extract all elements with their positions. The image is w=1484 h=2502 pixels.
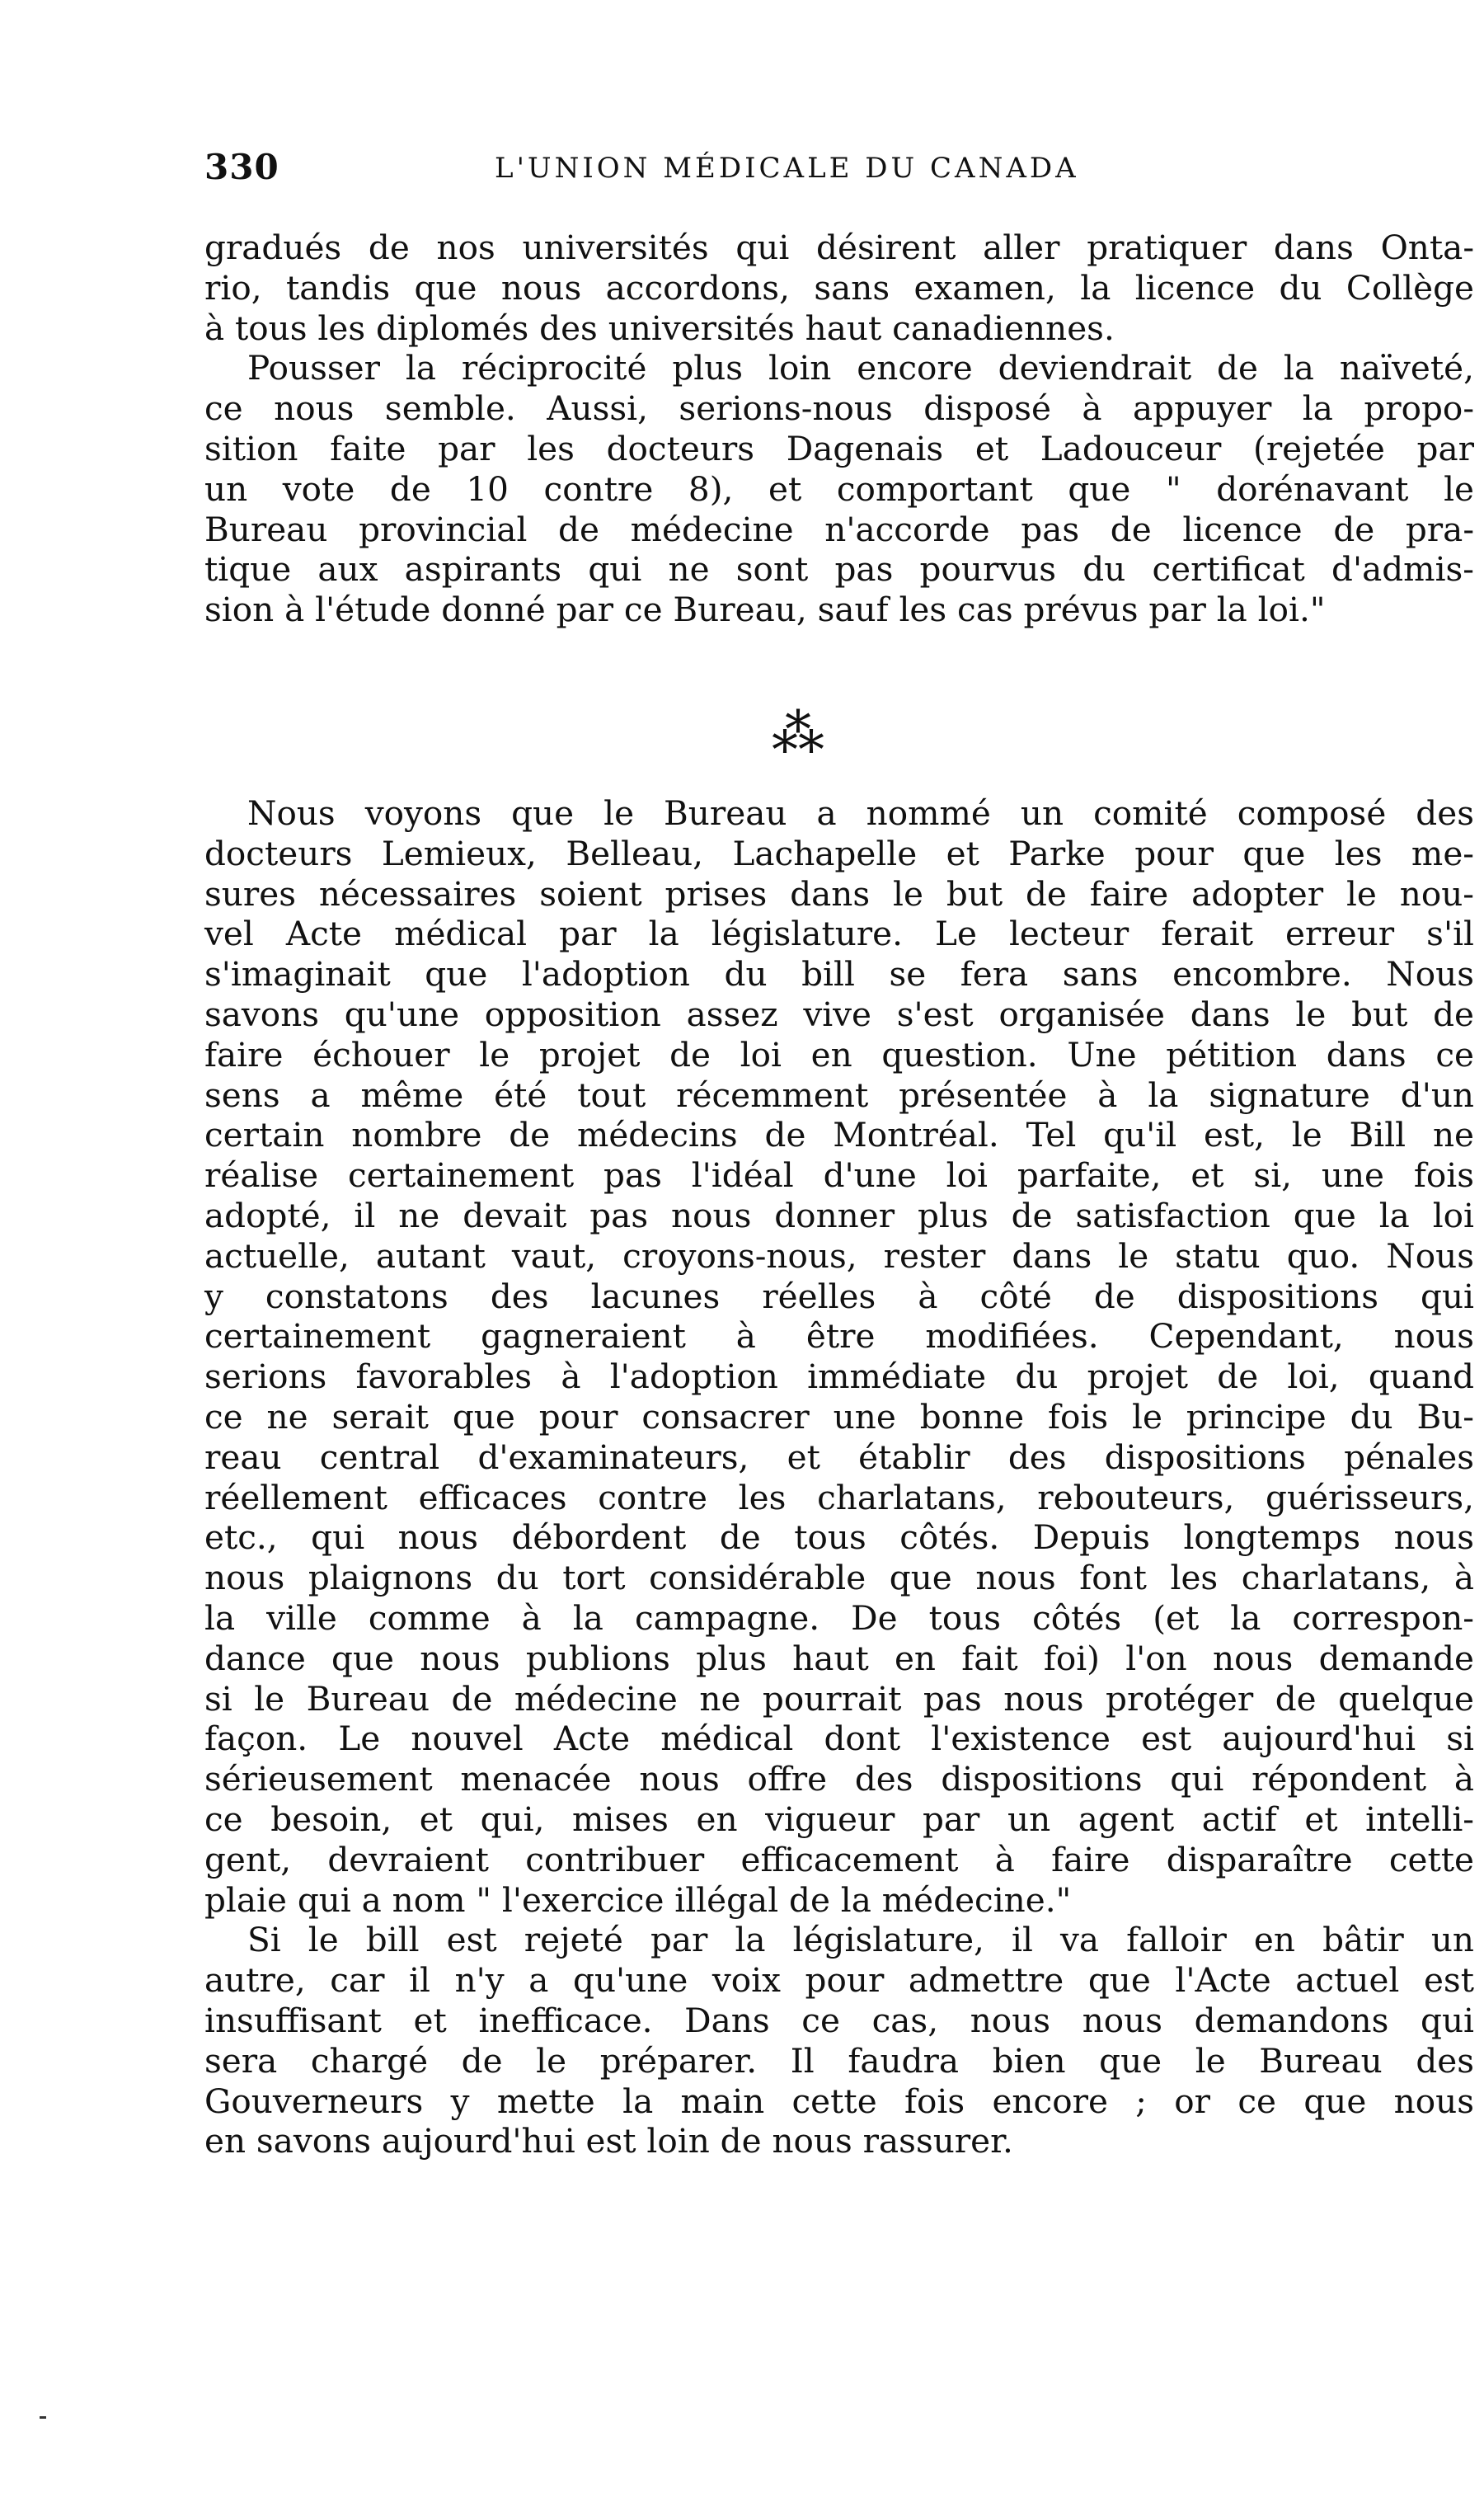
paragraph-reciprocity xyxy=(204,348,1474,630)
text-line: faire échouer le projet de loi en question. Une pétition dans ce xyxy=(204,1034,1474,1075)
text-line: docteurs Lemieux, Belleau, Lachapelle et Parke pour que les me- xyxy=(204,833,1474,873)
paragraph-bill-rejection xyxy=(204,1920,1474,2161)
paragraph-continued xyxy=(204,228,1474,348)
text-line: sens a même été tout récemment présentée à la signature d'un xyxy=(204,1075,1474,1115)
running-title: L'UNION MÉDICALE DU CANADA xyxy=(495,152,1079,185)
text-line: la ville comme à la campagne. De tous côtés (et la correspon- xyxy=(204,1597,1474,1638)
text-line: à tous les diplomés des universités haut canadiennes. xyxy=(204,308,1115,348)
text-line: Bureau provincial de médecine n'accorde pas de licence de pra- xyxy=(204,509,1474,549)
text-line: ce ne serait que pour consacrer une bonne fois le principe du Bu- xyxy=(204,1396,1474,1437)
text-line: gent, devraient contribuer efficacement à faire disparaître cette xyxy=(204,1839,1474,1879)
text-line: actuelle, autant vaut, croyons-nous, rester dans le statu quo. Nous xyxy=(204,1235,1474,1276)
text-line: sérieusement menacée nous offre des dispositions qui répondent à xyxy=(204,1759,1474,1799)
text-line: Gouverneurs y mette la main cette fois encore ; or ce que nous xyxy=(204,2081,1474,2121)
text-line: ce besoin, et qui, mises en vigueur par un agent actif et intelli- xyxy=(204,1799,1474,1839)
text-line: sera chargé de le préparer. Il faudra bien que le Bureau des xyxy=(204,2040,1474,2081)
text-line: si le Bureau de médecine ne pourrait pas nous protéger de quelque xyxy=(204,1678,1474,1719)
text-block-top xyxy=(204,228,1474,630)
text-line: réalise certainement pas l'idéal d'une loi parfaite, et si, une fois xyxy=(204,1155,1474,1196)
text-line: Pousser la réciprocité plus loin encore deviendrait de la naïveté, xyxy=(247,348,1474,388)
text-line: en savons aujourd'hui est loin de nous rassurer. xyxy=(204,2121,1013,2161)
text-line: rio, tandis que nous accordons, sans examen, la licence du Collège xyxy=(204,267,1474,308)
text-line: sion à l'étude donné par ce Bureau, sauf les cas prévus par la loi." xyxy=(204,590,1326,630)
text-line: adopté, il ne devait pas nous donner plus de satisfaction que la loi xyxy=(204,1195,1474,1235)
text-line: s'imaginait que l'adoption du bill se fera sans encombre. Nous xyxy=(204,954,1474,995)
text-line: gradués de nos universités qui désirent aller pratiquer dans Onta- xyxy=(204,228,1474,267)
paragraph-committee xyxy=(204,793,1474,1920)
text-line: autre, car il n'y a qu'une voix pour admettre que l'Acte actuel est xyxy=(204,1960,1474,2001)
text-block-bottom xyxy=(204,793,1474,2161)
text-line: dance que nous publions plus haut en fait foi) l'on nous demande xyxy=(204,1638,1474,1678)
text-line: ce nous semble. Aussi, serions-nous disposé à appuyer la propo- xyxy=(204,388,1474,429)
text-line: etc., qui nous débordent de tous côtés. Depuis longtemps nous xyxy=(204,1517,1474,1558)
text-line: certainement gagneraient à être modifiées. Cependant, nous xyxy=(204,1316,1474,1357)
text-line: sition faite par les docteurs Dagenais et Ladouceur (rejetée par xyxy=(204,428,1474,468)
text-line: vel Acte médical par la législature. Le lecteur ferait erreur s'il xyxy=(204,914,1474,954)
text-line: plaie qui a nom " l'exercice illégal de la médecine." xyxy=(204,1879,1072,1920)
text-line: Nous voyons que le Bureau a nommé un comité composé des xyxy=(247,793,1474,833)
text-line: serions favorables à l'adoption immédiate du projet de loi, quand xyxy=(204,1357,1474,1397)
text-line: Si le bill est rejeté par la législature, il va falloir en bâtir un xyxy=(247,1920,1474,1960)
text-line: réellement efficaces contre les charlatans, rebouteurs, guérisseurs, xyxy=(204,1477,1474,1517)
text-line: y constatons des lacunes réelles à côté de dispositions qui xyxy=(204,1276,1474,1316)
scan-artifact-mark xyxy=(40,2416,46,2419)
text-line: sures nécessaires soient prises dans le but de faire adopter le nou- xyxy=(204,873,1474,914)
text-line: reau central d'examinateurs, et établir des dispositions pénales xyxy=(204,1437,1474,1477)
text-line: un vote de 10 contre 8), et comportant que " dorénavant le xyxy=(204,468,1474,509)
text-line: façon. Le nouvel Acte médical dont l'existence est aujourd'hui si xyxy=(204,1719,1474,1759)
text-line: savons qu'une opposition assez vive s'est organisée dans le but de xyxy=(204,994,1474,1034)
page-header xyxy=(204,147,1484,196)
page-number: 330 xyxy=(204,147,279,187)
text-line: tique aux aspirants qui ne sont pas pourvus du certificat d'admis- xyxy=(204,549,1474,590)
text-line: insuffisant et inefficace. Dans ce cas, nous nous demandons qui xyxy=(204,2000,1474,2040)
text-line: certain nombre de médecins de Montréal. Tel qu'il est, le Bill ne xyxy=(204,1115,1474,1155)
text-line: nous plaignons du tort considérable que nous font les charlatans, à xyxy=(204,1558,1474,1598)
asterism-separator: ⁂ xyxy=(772,703,826,764)
